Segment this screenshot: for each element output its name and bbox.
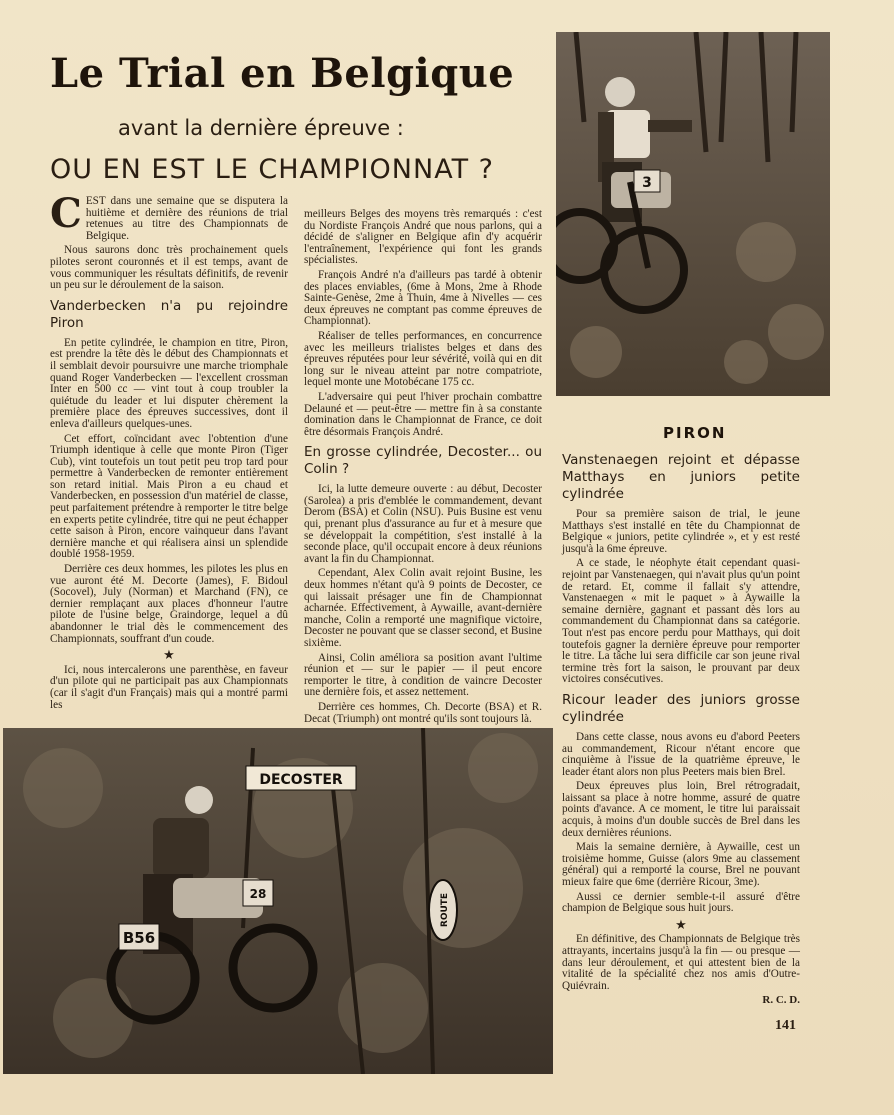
decoster-photo (3, 728, 553, 1074)
piron-race-number: 3 (642, 175, 652, 191)
col3-paragraph: Dans cette classe, nous avons eu d'abord Peeters au commandement, Ricour n'étant encore que cinquième à l'issue de la quatrième épreuve, le leader étant alors non plus Peeters mais bien Brel. (562, 730, 800, 778)
section-heading-vanderbecken: Vanderbecken n'a pu rejoindre Piron (50, 297, 288, 331)
decoster-plate: B56 (122, 929, 156, 947)
col1-paragraph: Nous saurons donc très prochainement quels pilotes seront couronnés et il est temps, avant de vous communiquer les résultats définitifs, de revenir un peu sur le déroulement de la saison. (50, 244, 288, 292)
col2-paragraph: François André n'a d'ailleurs pas tardé à obtenir des places enviables, (6me à Mons, 2me à Rhode Sainte-Genèse, 2me à Thuin, 4me à Nivelles — ces deux épreuves ne comptant pas comme épreuves de Championnat). (304, 268, 542, 328)
drop-cap: C (50, 190, 82, 237)
col3-paragraph: A ce stade, le néophyte était cependant quasi-rejoint par Vanstenaegen, qui n'avait plus qu'un point de retard. Et, comme il fallait s'y attendre, Vanstenaegen « mit le paquet » à Aywaille la semaine dernière, gagnant et passant dès lors au commandement du Championnat dans sa catégorie. Tout n'est pas encore perdu pour Matthays, qui doit toutefois gagner la dernière épreuve pour remporter le titre. La tâche lui sera difficile car son jeune rival termine très fort la saison, le prouvant par deux victoires consécutives. (562, 557, 800, 686)
decoster-race-number: 28 (249, 887, 267, 901)
col1-paragraph: Cet effort, coïncidant avec l'obtention d'une Triumph identique à celle que monte Piron (Tiger Cub), vint toutefois un tout petit peu trop tard pour permettre à Vanderbecken de remonter entièrement son retard initial. Mais Piron a eu chaud et Vanderbecken, en possession d'un matériel de classe, peut parfaitement prétendre à remporter le titre belge en experts petite cylindrée, titre qui ne peut échapper cette saison à Piron, encore vainqueur dans l'avant dernière manche et qui réalisera ainsi un splendide doublé 1958-1959. (50, 432, 288, 561)
column-3 (562, 452, 800, 1007)
article-question: OU EN EST LE CHAMPIONNAT ? (50, 154, 494, 185)
photo-caption-decoster: DECOSTER (259, 772, 343, 788)
col2-paragraph: L'adversaire qui peut l'hiver prochain combattre Delauné et — peut-être — mettre fin à sa constante domination dans le Championnat de France, ce doit être désormais François André. (304, 390, 542, 438)
col1-paragraph: En petite cylindrée, le champion en titre, Piron, est prendre la tête dès le début des Championnats et il semblait devoir poursuivre une marche triomphale quand Roger Vanderbecken — l'excellent crossman Inter en 500 cc — vint tout à coup troubler la quiétude du leader et lui disputer chèrement la première place des épreuves successives, dont il enleva d'ailleurs quelques-unes. (50, 336, 288, 430)
col2-paragraph: Derrière ces hommes, Ch. Decorte (BSA) et R. Decat (Triumph) ont montré qu'ils sont toujours là. (304, 700, 542, 725)
section-heading-ricour: Ricour leader des juniors grosse cylindrée (562, 691, 800, 725)
article-title: Le Trial en Belgique (50, 50, 515, 97)
col2-paragraph: Ici, la lutte demeure ouverte : au début, Decoster (Sarolea) a pris d'emblée le commandement, devant Derom (BSA) et Colin (NSU). Puis Busine est venu qui, prenant plus d'assurance au fur et à mesure que se développait la compétition, s'est installé à la seconde place, qu'il occupait encore à deux réunions avant la fin du Championnat. (304, 483, 542, 565)
section-heading-grosse-cylindree: En grosse cylindrée, Decoster... ou Colin ? (304, 444, 542, 478)
column-2 (304, 209, 542, 728)
photo-caption-piron: PIRON (663, 424, 727, 442)
section-heading-vanstenaegen: Vanstenaegen rejoint et dépasse Matthays en juniors petite cylindrée (562, 452, 800, 502)
route-sign: ROUTE (440, 892, 450, 928)
page-number: 141 (775, 1018, 796, 1033)
col2-paragraph: Ainsi, Colin améliora sa position avant l'ultime réunion et — sur le papier — il peut encore remporter le titre, à condition de vaincre Decoster une dernière fois, et assez nettement. (304, 651, 542, 699)
col3-paragraph: Aussi ce dernier semble-t-il assuré d'être champion de Belgique sous huit jours. (562, 890, 800, 915)
col3-paragraph: Deux épreuves plus loin, Brel rétrogradait, laissant sa place à notre homme, assuré de quatre points d'avance. A ce moment, le titre lui paraissait acquis, à moins d'un double succès de Brel dans les deux dernières réunions. (562, 780, 800, 839)
star-separator: ★ (163, 647, 175, 663)
col1-paragraph: Ici, nous intercalerons une parenthèse, en faveur d'un pilote qui ne participait pas aux Championnats (car il s'agit d'un Français) mais qui a montré parmi les (50, 663, 288, 711)
column-1 (50, 190, 288, 714)
star-separator: ★ (675, 916, 687, 932)
col3-paragraph: En définitive, des Championnats de Belgique très attrayants, incertains jusqu'à la fin — ou presque — dans leur déroulement, et qui attestent bien de la vitalité de la spécialité chez nos amis d'Outre-Quiévrain. (562, 933, 800, 992)
author-signature: R. C. D. (762, 994, 800, 1007)
col2-paragraph: meilleurs Belges des moyens très remarqués : c'est du Nordiste François André que nous parlons, qui a décidé de s'aligner en Belgique afin d'y acquérir l'entraînement, l'expérience qui font les grands spécialistes. (304, 208, 542, 267)
col3-paragraph: Mais la semaine dernière, à Aywaille, cest un troisième homme, Guisse (alors 9me au classement général) qui a remporté la course, Brel ne pouvant mieux faire que 6me (derrière Ricour, 3me). (562, 841, 800, 889)
article-subtitle: avant la dernière épreuve : (118, 116, 404, 140)
decoster-photo-illustration (3, 728, 553, 1074)
col1-paragraph: Derrière ces deux hommes, les pilotes les plus en vue auront été M. Decorte (James), F. Bidoul (Socovel), July (Norman) et Marchand (FN), ce dernier remplaçant aux places d'honneur l'autre pilote de l'usine belge, Graindorge, lequel a dû abandonner le trial dès le commencement des Championnats, souffrant d'un coude. (50, 563, 288, 645)
intro-paragraph: CEST dans une semaine que se disputera la huitième et dernière des réunions de trial retenues au titre des Championnats de Belgique. (50, 190, 288, 242)
col2-paragraph: Cependant, Alex Colin avait rejoint Busine, les deux hommes n'étant qu'à 9 points de Decoster, ce qui laissait présager une fin de Championnat acharnée. Effectivement, à Aywaille, avant-dernière manche, Colin a remporté une magnifique victoire, Decoster ne pouvant que se classer second, et Busine sixième. (304, 567, 542, 649)
piron-photo-illustration (556, 32, 830, 396)
piron-photo (556, 32, 830, 396)
col3-paragraph: Pour sa première saison de trial, le jeune Matthays s'est installé en tête du Championnat de Belgique « juniors, petite cylindrée », et y est resté jusqu'à la 6me épreuve. (562, 508, 800, 555)
col2-paragraph: Réaliser de telles performances, en concurrence avec les meilleurs trialistes belges et dans des épreuves réputées pour leur sévérité, voilà qui en dit long sur le niveau atteint par notre compatriote, lequel monte une Motobécane 175 cc. (304, 329, 542, 389)
